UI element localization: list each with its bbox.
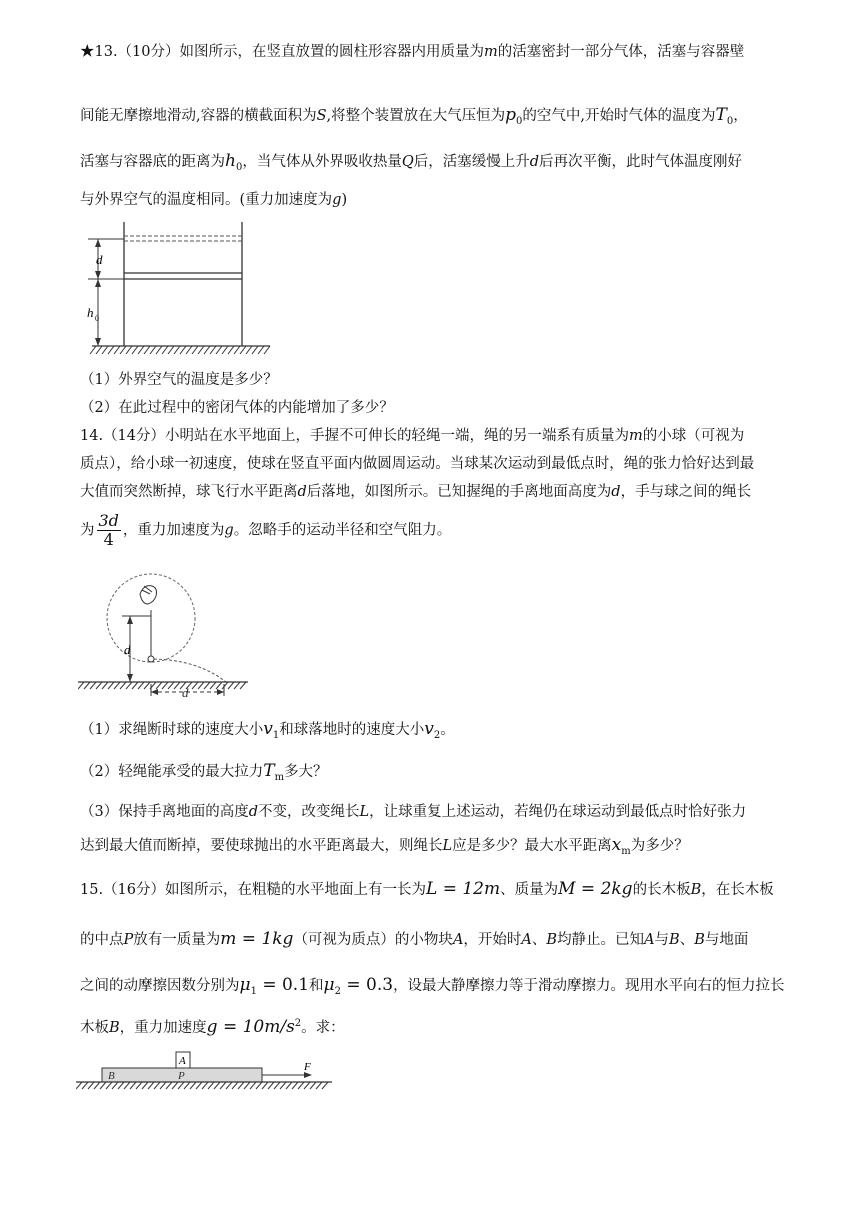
q14-line-3: 大值而突然断掉，球飞行水平距离d后落地，如图所示。已知握绳的手离地面高度为d，手与球之间的绳长 — [80, 484, 752, 500]
q15-fig-B: B — [108, 1070, 115, 1082]
q14-sub-3-line-2: 达到最大值而断掉，要使球抛出的水平距离最大，则绳长L应是多少？最大水平距离$x_m$为多少？ — [80, 835, 689, 857]
q13-cylinder-figure — [78, 222, 278, 362]
q15-fig-F: F — [304, 1061, 311, 1073]
q15-line-2: 的中点P放有一质量为m = 1kg（可视为质点）的小物块A，开始时A、B均静止。已知A与B、B与地面 — [80, 929, 749, 949]
q14-sub-3-line-1: （3）保持手离地面的高度d不变，改变绳长L，让球重复上述运动，若绳仍在球运动到最低点时恰好张力 — [80, 804, 747, 820]
q15-board-figure — [76, 1048, 336, 1098]
q15-line-4: 木板B，重力加速度$g = 10m/s^2$。求： — [80, 1017, 345, 1037]
q13-fig-d-label: d — [96, 252, 103, 267]
q15-line-3: 之间的动摩擦因数分别为$\mu_1 = 0.1$和$\mu_2 = 0.3$，设最大静摩擦力等于滑动摩擦力。现用水平向右的恒力拉长 — [80, 975, 785, 997]
q14-fig-d-vertical: d — [124, 642, 131, 657]
q13-line-1: ★13.（10分）如图所示，在竖直放置的圆柱形容器内用质量为m的活塞密封一部分气体，活塞与容器壁 — [80, 44, 745, 60]
fraction-3d-over-4: $\frac{3d}{4}$ — [98, 511, 119, 549]
q14-fig-d-horizontal: d — [182, 685, 189, 700]
q13-sub-2: （2）在此过程中的密闭气体的内能增加了多少？ — [80, 400, 394, 416]
q14-sub-1: （1）求绳断时球的速度大小$v_1$和球落地时的速度大小$v_2$。 — [80, 719, 455, 741]
q15-fig-P: P — [178, 1070, 185, 1082]
q14-line-1: 14.（14分）小明站在水平地面上，手握不可伸长的轻绳一端，绳的另一端系有质量为m的小球（可视为 — [80, 428, 745, 444]
q13-fig-h0-label: h — [87, 305, 94, 320]
q15-line-1: 15.（16分）如图所示，在粗糙的水平地面上有一长为L = 12m、质量为M = 2kg的长木板B，在长木板 — [80, 879, 774, 899]
svg-text:0: 0 — [95, 314, 99, 323]
q14-line-2: 质点），给小球一初速度，使球在竖直平面内做圆周运动。当球某次运动到最低点时，绳的张力恰好达到最 — [80, 456, 755, 472]
q15-fig-A: A — [179, 1055, 186, 1067]
q14-line-4: 为 $\frac{3d}{4}$ ，重力加速度为g。忽略手的运动半径和空气阻力。 — [80, 511, 452, 549]
hand-icon — [140, 586, 157, 604]
q13-line-2: 间能无摩擦地滑动,容器的横截面积为S,将整个装置放在大气压恒为$p_0$的空气中,开始时气体的温度为$T_0$， — [80, 105, 748, 127]
q13-line-4: 与外界空气的温度相同。(重力加速度为g) — [80, 192, 348, 208]
q13-sub-1: （1）外界空气的温度是多少？ — [80, 372, 278, 388]
q14-sub-2: （2）轻绳能承受的最大拉力$T_m$多大？ — [80, 761, 328, 783]
q14-circular-motion-figure — [78, 572, 278, 702]
q13-line-3: 活塞与容器底的距离为$h_0$，当气体从外界吸收热量Q后，活塞缓慢上升d后再次平衡，此时气体温度刚好 — [80, 151, 743, 173]
